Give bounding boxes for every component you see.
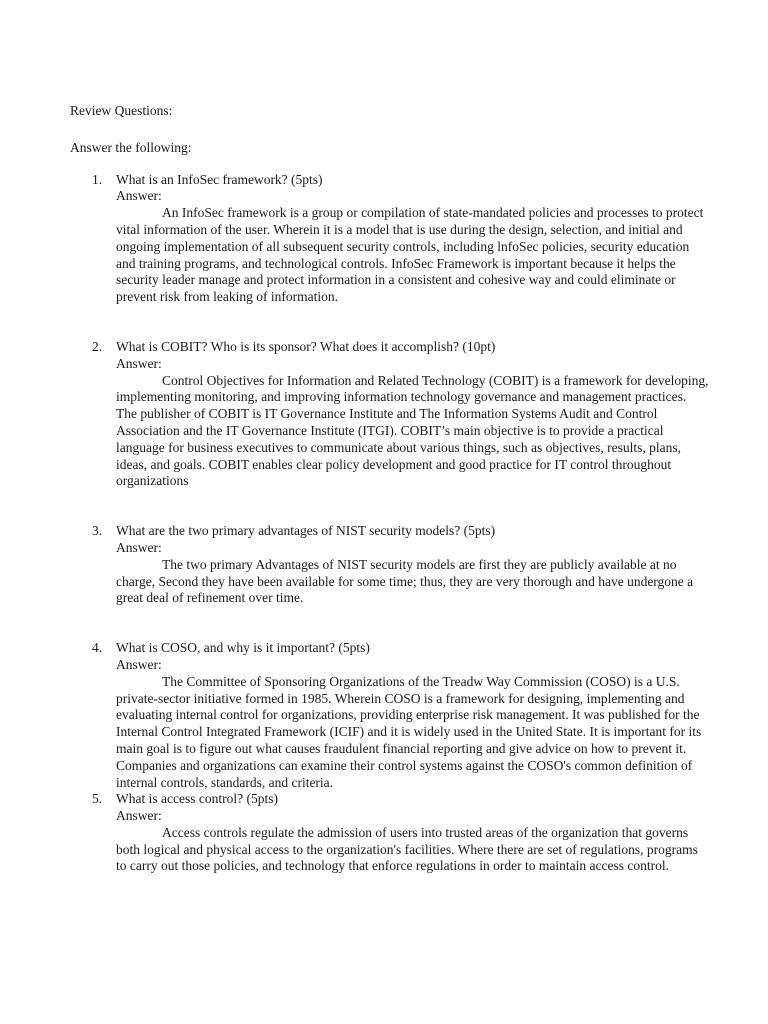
answer-label: Answer: [116,808,162,824]
instruction-text: Answer the following: [70,139,192,155]
answer-text: Access controls regulate the admission of users into trusted areas of the organization that governs both logical and physical access to the organization's facilities. Where there are set of regulations, programs to carry out those policies, and technology that enforce regulations in order to maintain access control. [116,824,698,874]
question-list [70,172,710,876]
question-text: What is COSO, and why is it important? (5pts) [116,640,370,656]
question-item-4 [70,640,710,791]
question-number: 1. [92,171,103,187]
answer-text: An InfoSec framework is a group or compilation of state-mandated policies and processes to protect vital information of the user. Wherein it is a model that is use during the design, selection, and initial and ongoing implementation of all subsequent security controls, including lnfoSec policies, security education and training programs, and technological controls. InfoSec Framework is important because it helps the security leader manage and protect information in a consistent and cohesive way and could eliminate or prevent risk from leaking of information. [116,205,704,305]
question-text: What is COBIT? Who is its sponsor? What does it accomplish? (10pt) [116,338,496,354]
answer-text: The Committee of Sponsoring Organizations of the Treadw Way Commission (COSO) is a U.S. private-sector initiative formed in 1985. Wherein COSO is a framework for designing, implementing and evaluating internal control for organizations, providing enterprise risk management. It was published for the Internal Control Integrated Framework (ICIF) and it is widely used in the United State. It is important for its main goal is to figure out what causes fraudulent financial reporting and give advice on how to prevent it. Companies and organizations can examine their control systems against the COSO's common definition of internal controls, standards, and criteria. [116,673,702,790]
answer-label: Answer: [116,355,162,371]
document-page [70,103,710,875]
answer-label: Answer: [116,656,162,672]
answer-text: Control Objectives for Information and Related Technology (COBIT) is a framework for developing, implementing monitoring, and improving information technology governance and management practices. The publisher of COBIT is IT Governance Institute and The Information Systems Audit and Control Association and the IT Governance Institute (ITGI). COBIT’s main objective is to provide a practical language for business executives to communicate about various things, such as objectives, results, plans, ideas, and goals. COBIT enables clear policy development and good practice for IT control throughout organizations [116,372,709,489]
question-text: What is an InfoSec framework? (5pts) [116,171,323,187]
question-text: What is access control? (5pts) [116,791,278,807]
answer-label: Answer: [116,539,162,555]
question-number: 5. [92,791,103,807]
question-number: 4. [92,640,103,656]
question-item-1 [70,172,710,306]
answer-text: The two primary Advantages of NIST security models are first they are publicly available at no charge, Second they have been available for some time; thus, they are very thorough and have undergone a great deal of refinement over time. [116,556,694,606]
question-text: What are the two primary advantages of NIST security models? (5pts) [116,523,496,539]
page-heading: Review Questions: [70,103,173,118]
question-item-2 [70,339,710,490]
question-item-5 [70,791,710,875]
question-number: 3. [92,523,103,539]
answer-label: Answer: [116,188,162,204]
question-number: 2. [92,338,103,354]
question-item-3 [70,523,710,607]
